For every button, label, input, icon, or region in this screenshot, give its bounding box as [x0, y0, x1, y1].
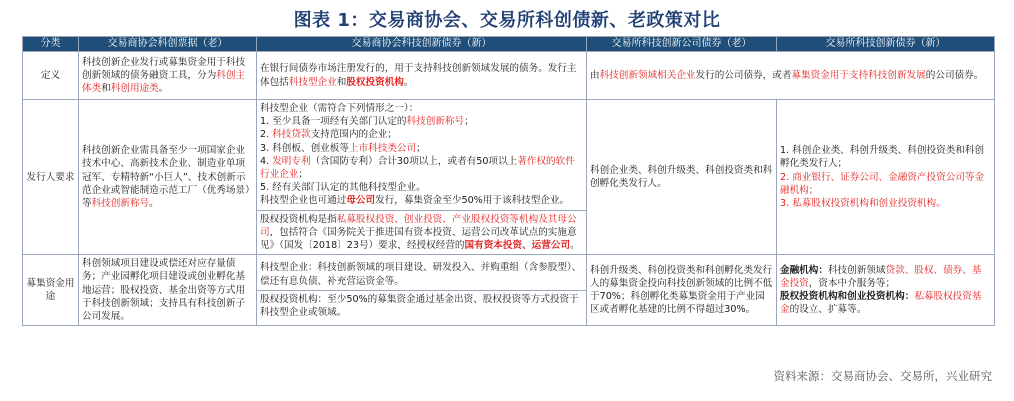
table-header-row	[23, 37, 995, 52]
source-note: 资料来源：交易商协会、交易所，兴业研究	[773, 369, 992, 383]
cell-issuer-sse-old: 科创企业类、科创升级类、科创投资类和科创孵化类发行人。	[587, 100, 777, 255]
header-nafmii-old: 交易商协会科创票据（老）	[79, 37, 257, 52]
table-row-issuer	[23, 100, 995, 255]
cell-definition-nafmii-old: 科技创新企业发行或募集资金用于科技创新领域的债务融资工具，分为科创主体类和科创用途类。	[79, 52, 257, 100]
usage-pe-institution-block: 股权投资机构：至少50%的募集资金通过基金出资、股权投资等方式投资于科技型企业或领域。	[257, 290, 586, 321]
issuer-pe-institution-block: 股权投资机构是指私募股权投资、创业投资、产业股权投资等机构及其母公司，包括符合《国务院关于推进国有资本投资、运营公司改革试点的实施意见》（国发〔2018〕23号）要求，经授权经营的国有资本投资、运营公司。	[257, 210, 586, 254]
page-title: 图表 1：交易商协会、交易所科创债新、老政策对比	[293, 10, 721, 31]
cell-definition-sse: 由科技创新领域相关企业发行的公司债券，或者募集资金用于支持科技创新发展的公司债券。	[587, 52, 995, 100]
header-sse-old: 交易所科技创新公司债券（老）	[587, 37, 777, 52]
usage-tech-enterprise-block: 科技型企业：科技创新领域的项目建设、研发投入、并购重组（含参股型）、偿还有息负债、补充营运资金等。	[260, 262, 582, 287]
cell-issuer-nafmii-old: 科技创新企业需具备至少一项国家企业技术中心、高新技术企业、制造业单项冠军、专精特新“小巨人”、技术创新示范企业或智能制造示范工厂（优秀场景）等科技创新称号。	[79, 100, 257, 255]
cell-usage-sse-old: 科创升级类、科创投资类和科创孵化类发行人的募集资金投向科技创新领域的比例不低于70%；科创孵化类募集资金用于产业园区或者孵化基建的比例不得超过30%。	[587, 255, 777, 326]
issuer-tech-enterprise-block: 科技型企业（需符合下列情形之一）： 1. 至少具备一项经有关部门认定的科技创新称号； 2. 科技贷款支持范围内的企业； 3. 科创板、创业板等上市科技类公司； 4. 发明专利（含国防专利）合计30项以上，或者有50项以上著作权的软件行业企业； 5. 经有关部门认定的其他科技型企业。 科技型企业也可通过母公司发行，募集资金至少50%用于该科技型企业。	[260, 103, 575, 207]
table-row-usage	[23, 255, 995, 326]
header-category: 分类	[23, 37, 79, 52]
comparison-table	[22, 36, 995, 326]
cell-usage-sse-new: 金融机构：科技创新领域贷款、股权、债券、基金投资，资本中介服务等； 股权投资机构和创业投资机构：私募股权投资基金的设立、扩募等。	[777, 255, 995, 326]
table-row-definition	[23, 52, 995, 100]
category-cell: 募集资金用途	[23, 255, 79, 326]
cell-issuer-nafmii-new	[257, 100, 587, 255]
cell-issuer-sse-new: 1. 科创企业类、科创升级类、科创投资类和科创孵化类发行人； 2. 商业银行、证券公司、金融资产投资公司等金融机构； 3. 私募股权投资机构和创业投资机构。	[777, 100, 995, 255]
category-cell: 定义	[23, 52, 79, 100]
cell-definition-nafmii-new: 在银行间债券市场注册发行的，用于支持科技创新领域发展的债务。发行主体包括科技型企业和股权投资机构。	[257, 52, 587, 100]
header-sse-new: 交易所科技创新债券（新）	[777, 37, 995, 52]
category-cell: 发行人要求	[23, 100, 79, 255]
header-nafmii-new: 交易商协会科技创新债券（新）	[257, 37, 587, 52]
cell-usage-nafmii-old: 科创领域项目建设或偿还对应存量债务；产业园孵化项目建设或创业孵化基地运营；股权投资、基金出资等方式用于科技创新领域；支持具有科技创新子公司发展。	[79, 255, 257, 326]
cell-usage-nafmii-new	[257, 255, 587, 326]
